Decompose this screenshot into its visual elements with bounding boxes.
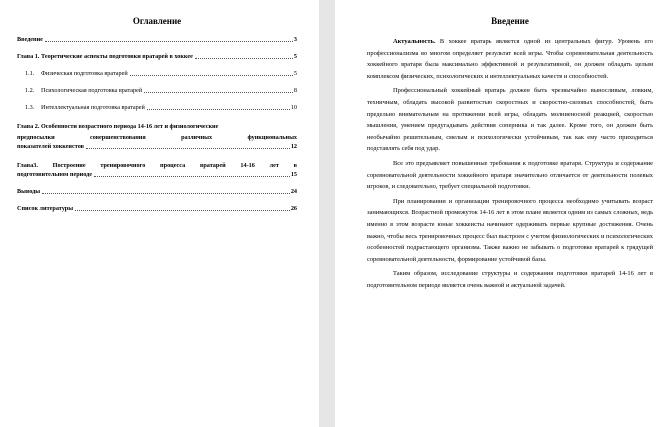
toc-label: Глава 1. Теоретические аспекты подготовки вратарей в хоккее [17,53,193,60]
toc-page-number: 12 [290,143,297,150]
leader-dots [75,210,290,211]
toc-page-number: 5 [293,70,297,77]
toc-title: Оглавление [132,16,182,26]
toc-entry-references[interactable] [17,205,297,213]
leader-dots [86,148,290,149]
toc-label: Введение [17,36,43,43]
toc-page-number: 10 [290,104,297,111]
toc-label-line: Глава 2. Особенности возрастного периода 14-16 лет и физиологические [17,123,219,130]
toc-section-number: 1.1. [25,70,35,77]
toc-page-number: 8 [293,87,297,94]
toc-section-number: 1.2. [25,87,35,94]
toc-entry-intro[interactable] [17,36,297,44]
toc-section-number: 1.3. [25,104,35,111]
leader-dots [195,58,293,59]
intro-paragraph: Все это предъявляет повышенные требования к подготовке вратаря. Структура и содержание соревновательной деятельности хоккейного вратаря значительно отличается от деятельности полевых игроков, и следовательно, требует специальной подготовки. [367,159,653,191]
introduction-page [335,0,666,427]
toc-page-number: 26 [290,205,297,212]
toc-label: Физическая подготовка вратарей [41,70,128,77]
toc-entry-chapter2[interactable] [17,121,297,151]
toc-label: Интеллектуальная подготовка вратарей [41,104,145,111]
intro-paragraph [367,36,653,82]
intro-title: Введение [491,16,529,26]
toc-label: Психологическая подготовка вратарей [41,87,143,94]
intro-paragraph: Таким образом, исследование структуры и содержания подготовки вратарей 14-16 лет в подготовительном периоде является очень важной и актуальной задачей. [367,270,653,289]
leader-dots [45,41,293,42]
toc-entry-section-1-2[interactable] [17,87,297,95]
leader-dots [144,92,293,93]
toc-entry-conclusions[interactable] [17,188,297,196]
leader-dots [94,176,290,177]
toc-label: Список литературы [17,205,74,212]
toc-label: Выводы [17,188,41,195]
toc-page-number: 24 [290,188,297,195]
toc-label-line: предпосылки совершенствования различных функциональных [17,134,297,141]
leader-dots [147,109,290,110]
toc-entry-section-1-1[interactable] [17,70,297,78]
toc-entry-chapter1[interactable] [17,53,297,61]
toc-label: подготовительном периоде [17,171,93,178]
leader-dots [42,193,290,194]
toc-page-number: 5 [293,53,297,60]
paragraph-text: В хоккее вратарь является одной из центральных фигур. Уровень его профессионализма во многом определяет результат всей игры. Чтобы соревновательная деятельность хоккейного вратаря была максимально эффективной и результативной, он должен обладать целым комплексом физических, психологических и интеллектуальных качеств и способностей. [367,38,653,80]
relevance-lead: Актуальность. [393,38,436,45]
toc-entry-section-1-3[interactable] [17,104,297,112]
toc-page-number: 3 [293,36,297,43]
toc-entry-chapter3[interactable] [17,160,297,179]
toc-label-line: Глава3. Построение тренировочного процесса вратарей 14-16 лет в [17,162,297,169]
toc-label: показателей хоккеистов [17,143,84,150]
leader-dots [130,75,293,76]
intro-paragraph: При планировании и организации тренировочного процесса необходимо учитывать возраст занимающихся. Возрастной промежуток 14-16 лет в этом плане является одним из самых сложных, ведь именно в этом возрасте юные хоккеисты начинают одерживать первые крупные достижения. Очень важно, чтобы весь тренировочных процесс был выстроен с учетом физиологических и психологических особенностей подрастающего организма. Также важно не забывать о подготовке вратарей к грядущей соревновательной деятельности, формирование устойчивой базы. [367,197,653,263]
toc-page [0,0,319,427]
toc-page-number: 15 [290,171,297,178]
intro-paragraph: Профессиональный хоккейный вратарь должен быть чрезвычайно выносливым, ловким, техничным, обладать высокой развитостью скоростных и скоростно-силовых способностей, быть предельно внимательным на протяжении всей игры, обладать молниеносной реакцией, скоростью мышления, умением предугадывать действия соперника и так далее. Кроме того, он должен быть необычайно решительным, смелым и психологически устойчивым, так как ему часто приходиться подставлять себя под удар. [367,87,653,153]
